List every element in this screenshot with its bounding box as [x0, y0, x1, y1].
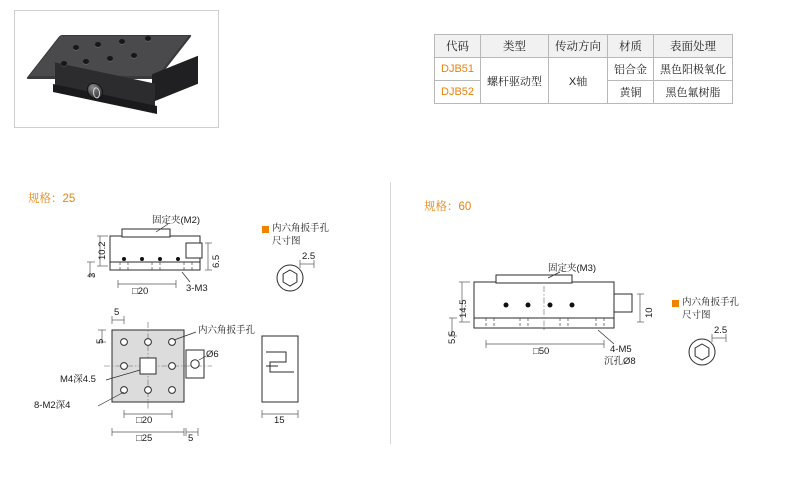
dim-left-5: 5	[95, 338, 106, 344]
bullet-marker-icon-60	[672, 300, 679, 307]
cell-code-djb52[interactable]: DJB52	[435, 81, 481, 104]
col-header-material: 材质	[608, 35, 654, 58]
cell-material-djb52: 黄铜	[608, 81, 654, 104]
dim-15: 15	[274, 415, 285, 426]
dim-right-5: 5	[188, 433, 194, 444]
hex-note-line1-25: 内六角扳手孔	[272, 223, 330, 234]
hex-detail-60	[689, 334, 726, 365]
section-title-25: 规格：25	[28, 193, 76, 205]
col-header-finish: 表面处理	[654, 35, 733, 58]
hex-note-line2-25: 尺寸图	[272, 236, 301, 247]
dim-sq50: □50	[533, 346, 550, 357]
dim-10: 10	[644, 307, 655, 318]
label-m4: M4深4.5	[60, 374, 96, 385]
dim-10-2: 10.2	[97, 241, 108, 260]
hex-dim-60: 2.5	[714, 325, 728, 336]
dim-sq20-front: □20	[132, 286, 149, 297]
col-header-code: 代码	[435, 35, 481, 58]
dim-counterbore: 沉孔Ø8	[604, 356, 636, 367]
label-dia6: Ø6	[206, 349, 219, 360]
dim-6-5: 6.5	[211, 254, 222, 268]
cell-finish-djb52: 黑色氟树脂	[654, 81, 733, 104]
dim-3: 3	[87, 272, 98, 278]
section-title-60: 规格：60	[424, 201, 472, 213]
dim-sq25: □25	[136, 433, 153, 444]
cell-code-djb51[interactable]: DJB51	[435, 58, 481, 81]
col-header-type: 类型	[481, 35, 549, 58]
label-clamp-60: 固定夹(M3)	[548, 263, 597, 274]
label-clamp-25: 固定夹(M2)	[152, 215, 201, 226]
dim-14-5: 14.5	[458, 299, 469, 318]
col-header-direction: 传动方向	[549, 35, 608, 58]
dim-4-m5: 4-M5	[610, 344, 632, 355]
hex-note-line1-60: 内六角扳手孔	[682, 297, 740, 308]
cell-material-djb51: 铝合金	[608, 58, 654, 81]
dim-3-m3: 3-M3	[186, 283, 208, 294]
hex-note-line2-60: 尺寸图	[682, 310, 711, 321]
cell-type: 螺杆驱动型	[481, 58, 549, 104]
front-view-60	[449, 272, 644, 348]
label-8-m2: 8-M2深4	[34, 400, 71, 411]
dim-5-5: 5.5	[447, 330, 458, 344]
cell-finish-djb51: 黑色阳极氧化	[654, 58, 733, 81]
dim-sq20-top: □20	[136, 415, 153, 426]
dim-top-5: 5	[114, 307, 120, 318]
cell-direction: X轴	[549, 58, 608, 104]
hex-dim-25: 2.5	[302, 251, 316, 262]
label-hex-hole-25: 内六角扳手孔	[198, 325, 256, 336]
